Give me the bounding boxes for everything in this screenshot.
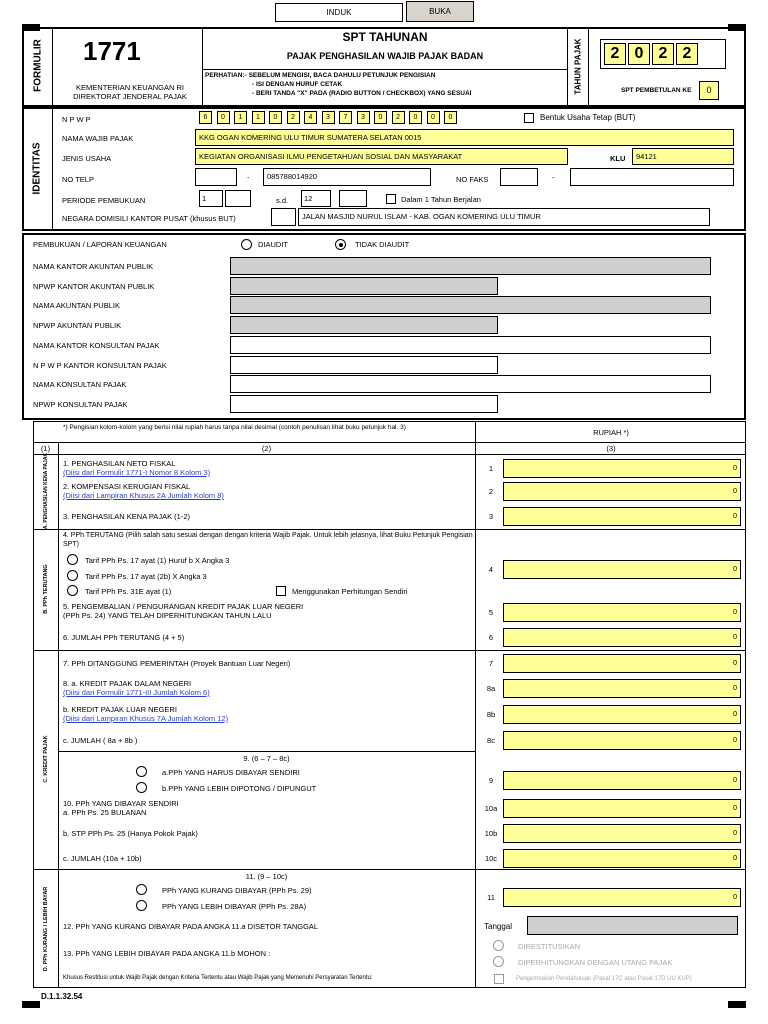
row-1-link[interactable]: (Diisi dari Formulir 1771-I Nomor 8 Kolom 3)	[63, 468, 211, 477]
diaudit-radio[interactable]	[241, 239, 252, 250]
pembukuan-row-label: NAMA AKUNTAN PUBLIK	[33, 301, 120, 310]
section-a-label: A. PENGHASILAN KENA PAJAK	[43, 452, 49, 530]
year-digit[interactable]: 2	[676, 43, 698, 65]
year-digit[interactable]: 0	[628, 43, 650, 65]
kurang-bayar-label: PPh YANG KURANG DIBAYAR (PPh Ps. 29)	[162, 886, 312, 895]
corner-marker	[728, 1001, 746, 1008]
direstitusikan-radio[interactable]	[493, 940, 504, 951]
pembukuan-row-label: N P W P KANTOR KONSULTAN PAJAK	[33, 361, 167, 370]
npwp-digit[interactable]: 4	[304, 111, 317, 124]
row-8b-label: b. KREDIT PAJAK LUAR NEGERI	[63, 705, 177, 714]
pembukuan-row-label: NPWP KANTOR AKUNTAN PUBLIK	[33, 282, 155, 291]
pengembalian-label: Pengembalian Pendahuluan (Pasal 17C atau Pasal 17D UU KUP)	[516, 976, 692, 982]
row-9a-label: a.PPh YANG HARUS DIBAYAR SENDIRI	[162, 768, 300, 777]
col2-header: (2)	[261, 444, 272, 453]
npwp-digit[interactable]: 1	[234, 111, 247, 124]
row-1-label: 1. PENGHASILAN NETO FISKAL	[63, 459, 176, 468]
periode-from-field[interactable]: 1	[199, 190, 223, 207]
row-9a-radio[interactable]	[136, 766, 147, 777]
row-10b-label: b. STP PPh Ps. 25 (Hanya Pokok Pajak)	[63, 829, 198, 838]
row-9b-label: b.PPh YANG LEBIH DIPOTONG / DIPUNGUT	[162, 784, 317, 793]
row-number: 10b	[484, 829, 498, 838]
faks-area-field[interactable]	[500, 168, 538, 186]
rupiah-value-field[interactable]: 0	[503, 628, 741, 647]
telp-field[interactable]: 085788014920	[263, 168, 431, 186]
identitas-label: IDENTITAS	[31, 142, 43, 195]
tidak-diaudit-radio[interactable]	[335, 239, 346, 250]
pembetulan-label: SPT PEMBETULAN KE	[621, 87, 692, 94]
pembukuan-row-label: NAMA KANTOR AKUNTAN PUBLIK	[33, 262, 154, 271]
tanggal-field[interactable]	[527, 916, 738, 935]
npwp-digit[interactable]: 0	[444, 111, 457, 124]
rupiah-value-field[interactable]: 0	[503, 654, 741, 673]
form-code: D.1.1.32.54	[41, 992, 83, 1001]
npwp-digit[interactable]: 0	[427, 111, 440, 124]
row-8c-label: c. JUMLAH ( 8a + 8b )	[63, 736, 138, 745]
section-d-label: D. PPh KURANG / LEBIH BAYAR	[43, 886, 49, 972]
dalam-tahun-checkbox[interactable]	[386, 194, 396, 204]
perhitungan-sendiri-checkbox[interactable]	[276, 586, 286, 596]
jenis-label: JENIS USAHA	[62, 154, 112, 163]
row-number: 10a	[484, 804, 498, 813]
row-10c-label: c. JUMLAH (10a + 10b)	[63, 854, 142, 863]
pembukuan-row-field[interactable]	[230, 356, 498, 374]
row-number: 3	[488, 512, 494, 521]
npwp-digit[interactable]: 2	[392, 111, 405, 124]
but-checkbox[interactable]	[524, 113, 534, 123]
pembukuan-row-label: NPWP AKUNTAN PUBLIK	[33, 321, 122, 330]
tidak-diaudit-label: TIDAK DIAUDIT	[355, 240, 410, 249]
row-8b-link[interactable]: (Diisi dari Lampiran Khusus 7A Jumlah Kolom 12)	[63, 714, 229, 723]
notes-line: PERHATIAN:- SEBELUM MENGISI, BACA DAHULU PETUNJUK PENGISIAN	[205, 72, 436, 79]
pembetulan-field[interactable]: 0	[699, 81, 719, 100]
npwp-label: N P W P	[62, 115, 91, 124]
notes-line: - BERI TANDA "X" PADA (RADIO BUTTON / CHECKBOX) YANG SESUAI	[252, 90, 472, 97]
row-number: 1	[488, 464, 494, 473]
row-number: 2	[488, 487, 494, 496]
tahun-pajak-label: TAHUN PAJAK	[573, 38, 583, 95]
tarif-17-1b-label: Tarif PPh Ps. 17 ayat (1) Huruf b X Angka 3	[85, 556, 230, 565]
faks-label: NO FAKS	[456, 175, 489, 184]
tarif-17-2b-label: Tarif PPh Ps. 17 ayat (2b) X Angka 3	[85, 572, 207, 581]
row-7-label: 7. PPh DITANGGUNG PEMERINTAH (Proyek Bantuan Luar Negeri)	[63, 659, 291, 668]
row-number: 8b	[486, 710, 496, 719]
section-c-label: C. KREDIT PAJAK	[43, 735, 49, 783]
row-number: 8c	[487, 736, 495, 745]
row-number: 5	[488, 608, 494, 617]
npwp-digit[interactable]: 0	[374, 111, 387, 124]
row-5-label: 5. PENGEMBALIAN / PENGURANGAN KREDIT PAJAK LUAR NEGERI	[63, 602, 304, 611]
row-number: 8a	[486, 684, 496, 693]
pengembalian-checkbox[interactable]	[494, 974, 504, 984]
formulir-label: FORMULIR	[32, 39, 44, 92]
rupiah-header: RUPIAH *)	[593, 428, 629, 437]
row-number: 10c	[484, 854, 498, 863]
pembukuan-label: PEMBUKUAN / LAPORAN KEUANGAN	[33, 240, 167, 249]
rupiah-value-field[interactable]: 0	[503, 771, 741, 790]
pembukuan-row-field[interactable]	[230, 277, 498, 295]
pembukuan-row-field[interactable]	[230, 375, 711, 393]
tarif-31e-label: Tarif PPh Ps. 31E ayat (1)	[85, 587, 172, 596]
telp-label: NO TELP	[62, 175, 94, 184]
row-2-label: 2. KOMPENSASI KERUGIAN FISKAL	[63, 482, 191, 491]
row-12-label: 12. PPh YANG KURANG DIBAYAR PADA ANGKA 11.a DISETOR TANGGAL	[63, 922, 319, 931]
alamat-field[interactable]: JALAN MASJID NURUL ISLAM - KAB. OGAN KOMERING ULU TIMUR	[298, 208, 710, 226]
diperhitungkan-radio[interactable]	[493, 956, 504, 967]
row-10a-label: a. PPh Ps. 25 BULANAN	[63, 808, 147, 817]
jenis-field[interactable]: KEGIATAN ORGANISASI ILMU PENGETAHUAN SOSIAL DAN MASYARAKAT	[195, 148, 568, 165]
form-title: SPT TAHUNAN	[342, 30, 428, 44]
rupiah-value-field[interactable]: 0	[503, 888, 741, 907]
pembukuan-row-field[interactable]	[230, 316, 498, 334]
tarif-17-2b-radio[interactable]	[67, 570, 78, 581]
row-9b-radio[interactable]	[136, 782, 147, 793]
npwp-digit[interactable]: 0	[409, 111, 422, 124]
npwp-digit[interactable]: 7	[339, 111, 352, 124]
dash: -	[552, 173, 555, 182]
periode-from-year-field[interactable]	[225, 190, 251, 207]
pembukuan-row-field[interactable]	[230, 336, 711, 354]
buka-button[interactable]: BUKA	[406, 1, 474, 22]
pembukuan-row-field[interactable]	[230, 257, 711, 275]
row-number: 11	[487, 893, 495, 902]
tarif-17-1b-radio[interactable]	[67, 554, 78, 565]
rupiah-value-field[interactable]: 0	[503, 679, 741, 698]
rupiah-value-field[interactable]: 0	[503, 482, 741, 501]
corner-marker	[22, 1001, 40, 1008]
row-5-label-cont: (PPh Ps. 24) YANG TELAH DIPERHITUNGKAN TAHUN LALU	[63, 611, 272, 620]
klu-field[interactable]: 94121	[632, 148, 734, 165]
restitusi-note: Khusus Restitusi untuk Wajib Pajak dengan Kriteria Tertentu atau Wajib Pajak yang Memenuhi Persyaratan Tertentu:	[63, 975, 373, 981]
row-3-label: 3. PENGHASILAN KENA PAJAK (1-2)	[63, 512, 190, 521]
pembukuan-row-label: NAMA KONSULTAN PAJAK	[33, 380, 127, 389]
npwp-digit[interactable]: 3	[322, 111, 335, 124]
klu-label: KLU	[610, 154, 626, 163]
nama-label: NAMA WAJIB PAJAK	[62, 134, 134, 143]
negara-label: NEGARA DOMISILI KANTOR PUSAT (khusus BUT)	[62, 214, 236, 223]
faks-field[interactable]	[570, 168, 734, 186]
rupiah-value-field[interactable]: 0	[503, 849, 741, 868]
col3-header: (3)	[606, 444, 616, 453]
ministry-label: KEMENTERIAN KEUANGAN RI	[76, 83, 184, 92]
diperhitungkan-label: DIPERHITUNGKAN DENGAN UTANG PAJAK	[518, 958, 673, 967]
but-label: Bentuk Usaha Tetap (BUT)	[540, 113, 636, 122]
lebih-bayar-radio[interactable]	[136, 900, 147, 911]
rupiah-value-field[interactable]: 0	[503, 799, 741, 818]
tarif-31e-radio[interactable]	[67, 585, 78, 596]
row-4-label: 4. PPh TERUTANG (Pilih salah satu sesuai dengan dengan kriteria Wajib Pajak. Untuk lebih jelasnya, lihat Buku Petunjuk Pengisian SPT)	[63, 532, 473, 548]
section-b-label: B. PPh TERUTANG	[43, 564, 49, 614]
row-number: 4	[488, 565, 494, 574]
induk-tab[interactable]: INDUK	[275, 3, 403, 22]
npwp-digit[interactable]: 0	[269, 111, 282, 124]
pembukuan-row-label: NAMA KANTOR KONSULTAN PAJAK	[33, 341, 160, 350]
form-subtitle: PAJAK PENGHASILAN WAJIB PAJAK BADAN	[286, 51, 484, 61]
notes-line: - ISI DENGAN HURUF CETAK	[252, 81, 343, 88]
direstitusikan-label: DIRESTITUSIKAN	[518, 942, 581, 951]
row-number: 7	[488, 659, 494, 668]
periode-to-field[interactable]: 12	[301, 190, 331, 207]
row-number: 6	[488, 633, 494, 642]
row-11-label: 11. (9 – 10c)	[245, 872, 288, 881]
npwp-digit[interactable]: 1	[252, 111, 265, 124]
row-number: 9	[488, 776, 494, 785]
directorate-label: DIREKTORAT JENDERAL PAJAK	[73, 92, 187, 101]
year-frame	[600, 39, 726, 69]
col1-header: (1)	[40, 444, 51, 453]
year-digit[interactable]: 2	[652, 43, 674, 65]
npwp-digit[interactable]: 2	[287, 111, 300, 124]
row-8a-label: 8. a. KREDIT PAJAK DALAM NEGERI	[63, 679, 192, 688]
rupiah-value-field[interactable]: 0	[503, 507, 741, 526]
rupiah-note: *) Pengisian kolom-kolom yang berisi nilai rupiah harus tanpa nilai desimal (contoh penulisan lihat buku petunjuk hal. 3)	[63, 424, 406, 431]
row-9-label: 9. (6 – 7 – 8c)	[243, 754, 290, 763]
dash: -	[247, 173, 250, 182]
telp-area-field[interactable]	[195, 168, 237, 186]
periode-to-year-field[interactable]	[339, 190, 367, 207]
perhitungan-sendiri-label: Menggunakan Perhitungan Sendiri	[292, 587, 408, 596]
rupiah-value-field[interactable]: 0	[503, 560, 741, 579]
form-number: 1771	[83, 36, 141, 66]
rupiah-value-field[interactable]: 0	[503, 459, 741, 478]
rupiah-value-field[interactable]: 0	[503, 603, 741, 622]
sd-label: s.d.	[276, 196, 289, 205]
npwp-digit[interactable]: 0	[217, 111, 230, 124]
pembukuan-row-label: NPWP KONSULTAN PAJAK	[33, 400, 128, 409]
dalam-tahun-label: Dalam 1 Tahun Berjalan	[401, 195, 481, 204]
pembukuan-row-field[interactable]	[230, 296, 711, 314]
row-2-link[interactable]: (Diisi dari Lampiran Khusus 2A Jumlah Kolom 8)	[63, 491, 224, 500]
negara-field[interactable]	[271, 208, 296, 226]
nama-field[interactable]: KKG OGAN KOMERING ULU TIMUR SUMATERA SELATAN 0015	[195, 129, 734, 146]
diaudit-label: DIAUDIT	[258, 240, 288, 249]
pembukuan-row-field[interactable]	[230, 395, 498, 413]
rupiah-value-field[interactable]: 0	[503, 705, 741, 724]
rupiah-value-field[interactable]: 0	[503, 824, 741, 843]
row-13-label: 13. PPh YANG LEBIH DIBAYAR PADA ANGKA 11.b MOHON :	[63, 949, 271, 958]
rupiah-value-field[interactable]: 0	[503, 731, 741, 750]
npwp-digit[interactable]: 3	[357, 111, 370, 124]
kurang-bayar-radio[interactable]	[136, 884, 147, 895]
row-10-label: 10. PPh YANG DIBAYAR SENDIRI	[63, 799, 179, 808]
npwp-digit[interactable]: 6	[199, 111, 212, 124]
tanggal-label: Tanggal	[484, 922, 513, 931]
lebih-bayar-label: PPh YANG LEBIH DIBAYAR (PPh Ps. 28A)	[162, 902, 307, 911]
row-8a-link[interactable]: (Diisi dari Formulir 1771-III Jumlah Kolom 6)	[63, 688, 210, 697]
periode-label: PERIODE PEMBUKUAN	[62, 196, 146, 205]
row-6-label: 6. JUMLAH PPh TERUTANG (4 + 5)	[63, 633, 185, 642]
year-digit[interactable]: 2	[604, 43, 626, 65]
